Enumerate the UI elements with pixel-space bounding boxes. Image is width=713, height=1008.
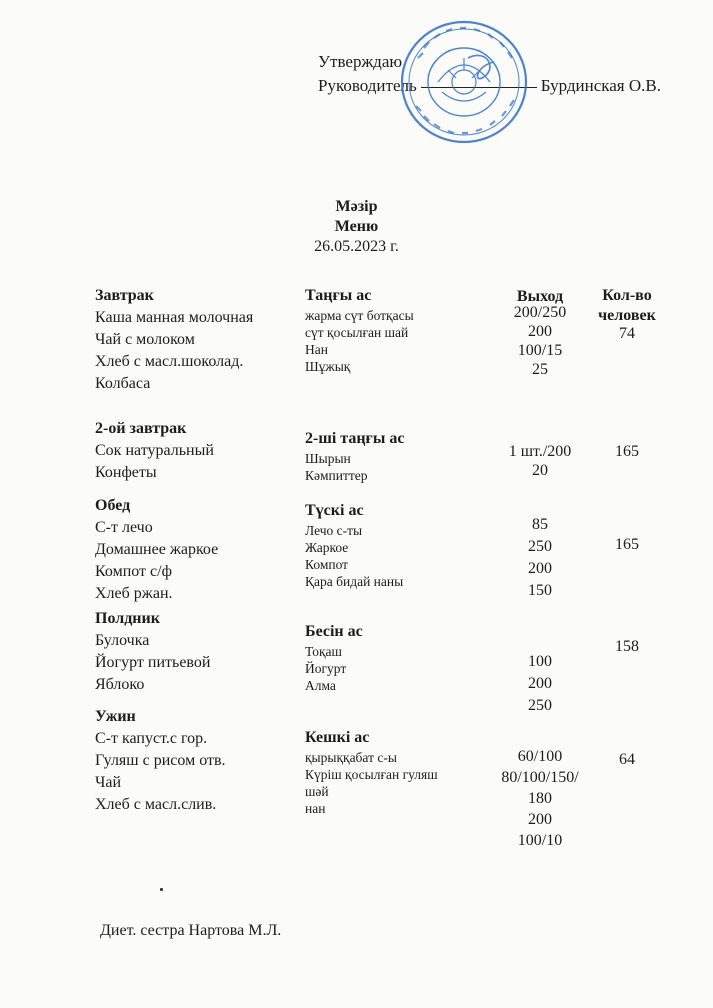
- meal-dinner-kz: [305, 727, 438, 817]
- portion-output: 200: [528, 560, 552, 577]
- dish-ru: Каша манная молочная: [95, 309, 254, 326]
- portion-output: 85: [532, 516, 548, 533]
- dish-ru: Йогурт питьевой: [95, 654, 211, 671]
- meal-title-kz: Түскі ас: [305, 502, 364, 519]
- dish-kz: нан: [305, 801, 326, 816]
- meal-lunch-outputs: [492, 514, 588, 602]
- dish-kz: Йогурт: [305, 661, 347, 676]
- dish-kz: Шырын: [305, 451, 351, 466]
- meal-lunch-kz: [305, 500, 403, 590]
- meal-breakfast-count: 74: [619, 325, 635, 342]
- dish-ru: Гуляш с рисом отв.: [95, 752, 226, 769]
- dish-kz: шәй: [305, 784, 329, 799]
- diet-nurse-signature: Диет. сестра Нартова М.Л.: [100, 922, 282, 939]
- dish-ru: Яблоко: [95, 676, 145, 693]
- dish-ru: Хлеб ржан.: [95, 585, 173, 602]
- approve-label: Утверждаю: [318, 52, 403, 71]
- meal-title-ru: Завтрак: [95, 287, 154, 304]
- portion-output: 180: [528, 790, 552, 807]
- portion-output: 100: [528, 653, 552, 670]
- dish-ru: Чай: [95, 774, 122, 791]
- dish-kz: қырыққабат с-ы: [305, 750, 397, 765]
- meal-second-breakfast-count: 165: [615, 443, 639, 460]
- dish-ru: Колбаса: [95, 375, 151, 392]
- meal-title-kz: Таңғы ас: [305, 287, 372, 304]
- dish-kz: Нан: [305, 342, 328, 357]
- meal-second-breakfast-outputs: [492, 442, 588, 480]
- meal-lunch-count: 165: [615, 536, 639, 553]
- portion-output: 200/250: [513, 304, 567, 321]
- menu-date: 26.05.2023 г.: [314, 238, 399, 255]
- dish-ru: Булочка: [95, 632, 150, 649]
- meal-title-ru: 2-ой завтрак: [95, 420, 187, 437]
- portion-output: 200: [528, 323, 552, 340]
- meal-snack-ru: [95, 608, 210, 696]
- title-kz: Мәзір: [335, 198, 378, 215]
- meal-dinner-count: 64: [619, 751, 635, 768]
- dish-ru: Чай с молоком: [95, 331, 195, 348]
- dish-kz: Алма: [305, 678, 336, 693]
- dish-ru: С-т капуст.с гор.: [95, 730, 208, 747]
- dish-ru: Сок натуральный: [95, 442, 214, 459]
- portion-output: 100/10: [517, 832, 563, 849]
- meal-second-breakfast-ru: [95, 418, 214, 484]
- dish-kz: Қара бидай наны: [305, 574, 404, 589]
- meal-breakfast-kz: [305, 285, 414, 375]
- meal-lunch-ru: [95, 495, 218, 605]
- dish-kz: Компот: [305, 557, 349, 572]
- portion-output: 80/100/150/: [501, 769, 579, 786]
- count-column-header: Кол-во человек: [598, 287, 656, 324]
- meal-snack-count: 158: [615, 638, 639, 655]
- dish-kz: Кәмпиттер: [305, 468, 368, 483]
- portion-output: 200: [528, 675, 552, 692]
- portion-output: 250: [528, 697, 552, 714]
- official-seal-icon: [398, 18, 530, 146]
- dish-ru: Конфеты: [95, 464, 157, 481]
- head-label: Руководитель: [318, 76, 417, 95]
- dish-ru: Хлеб с масл.шоколад.: [95, 353, 244, 370]
- portion-output: 200: [528, 811, 552, 828]
- head-name: Бурдинская О.В.: [540, 76, 661, 95]
- meal-title-ru: Полдник: [95, 610, 160, 627]
- portion-output: 1 шт./200: [508, 443, 572, 460]
- title-ru: Меню: [334, 218, 379, 235]
- meal-title-kz: 2-ші таңғы ас: [305, 430, 405, 447]
- meal-snack-outputs: [492, 651, 588, 717]
- meal-title-ru: Ужин: [95, 708, 136, 725]
- output-column-header: Выход: [516, 288, 564, 305]
- meal-snack-kz: [305, 621, 363, 694]
- dish-kz: сүт қосылған шай: [305, 325, 409, 340]
- meal-title-ru: Обед: [95, 497, 131, 514]
- meal-title-kz: Бесін ас: [305, 623, 363, 640]
- meal-title-kz: Кешкі ас: [305, 729, 370, 746]
- meal-dinner-ru: [95, 706, 226, 816]
- dish-ru: Компот с/ф: [95, 563, 172, 580]
- portion-output: 150: [528, 582, 552, 599]
- dish-kz: Күріш қосылған гуляш: [305, 767, 438, 782]
- dish-kz: Жаркое: [305, 540, 349, 555]
- dish-ru: С-т лечо: [95, 519, 153, 536]
- meal-breakfast-ru: [95, 285, 253, 395]
- ink-speck: [160, 888, 163, 891]
- dish-kz: жарма сүт ботқасы: [305, 308, 414, 323]
- portion-output: 20: [532, 462, 548, 479]
- dish-ru: Хлеб с масл.слив.: [95, 796, 217, 813]
- portion-output: 250: [528, 538, 552, 555]
- dish-ru: Домашнее жаркое: [95, 541, 219, 558]
- portion-output: 100/15: [517, 342, 563, 359]
- portion-output: 25: [532, 361, 548, 378]
- meal-dinner-outputs: [492, 746, 588, 851]
- meal-second-breakfast-kz: [305, 428, 404, 484]
- dish-kz: Лечо с-ты: [305, 523, 363, 538]
- dish-kz: Шұжық: [305, 359, 351, 374]
- dish-kz: Тоқаш: [305, 644, 342, 659]
- portion-output: 60/100: [517, 748, 563, 765]
- meal-breakfast-outputs: [492, 303, 588, 379]
